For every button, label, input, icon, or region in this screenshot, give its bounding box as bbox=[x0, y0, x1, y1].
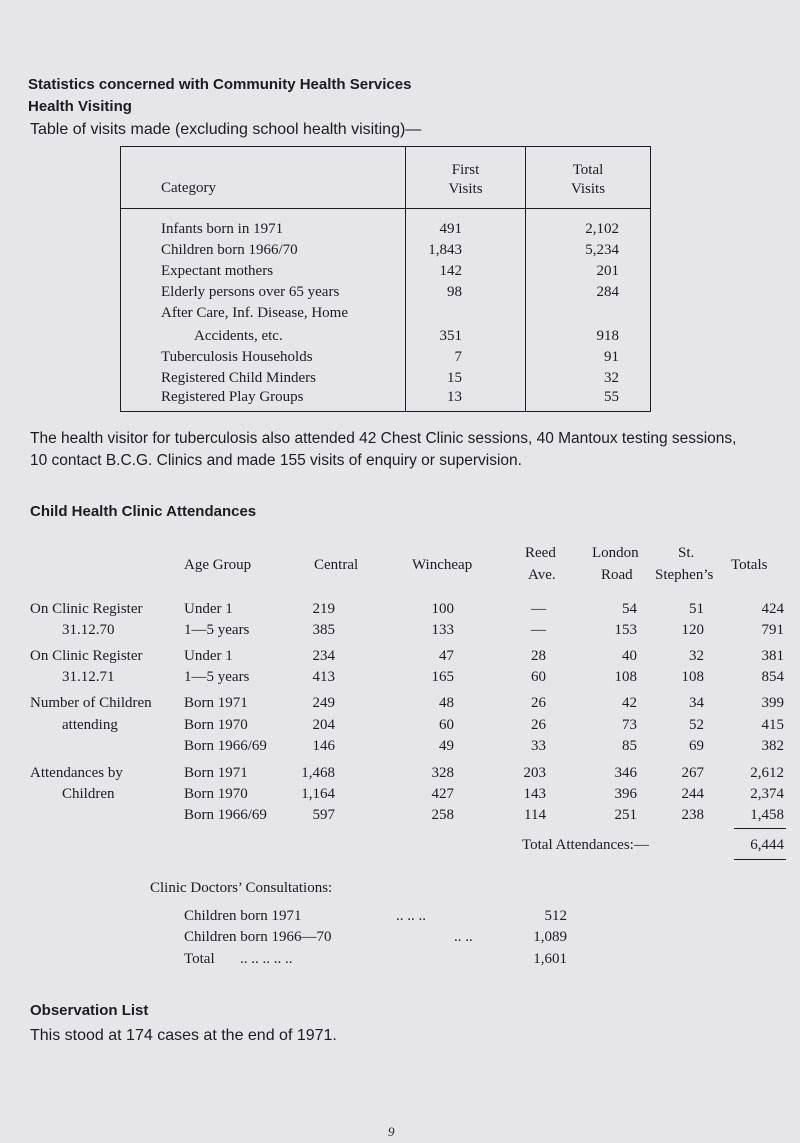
london-cell: 42 bbox=[622, 695, 637, 711]
table-row bbox=[121, 370, 650, 390]
first-visits-cell: 15 bbox=[447, 370, 462, 386]
age-cell: Born 1966/69 bbox=[184, 738, 267, 754]
consultations-heading: Clinic Doctors’ Consultations: bbox=[150, 880, 333, 896]
total-rule-bottom bbox=[734, 859, 786, 860]
header-total-visits bbox=[526, 161, 650, 199]
observation-text: This stood at 174 cases at the end of 1971. bbox=[30, 1027, 337, 1044]
wincheap-cell: 165 bbox=[431, 669, 454, 685]
total-cell: 2,374 bbox=[750, 786, 784, 802]
category-cell: Elderly persons over 65 years bbox=[161, 284, 340, 300]
consult-value: 1,089 bbox=[533, 929, 567, 945]
tb-note-line2: 10 contact B.C.G. Clinics and made 155 visits of enquiry or supervision. bbox=[30, 452, 522, 469]
category-cell: Registered Play Groups bbox=[161, 389, 304, 405]
wincheap-cell: 427 bbox=[431, 786, 454, 802]
table-row bbox=[121, 242, 650, 262]
row-label: On Clinic Register bbox=[30, 648, 143, 664]
london-cell: 108 bbox=[614, 669, 637, 685]
total-cell: 399 bbox=[761, 695, 784, 711]
header-totals: Totals bbox=[731, 557, 768, 573]
reed-cell: 203 bbox=[523, 765, 546, 781]
header-london: London bbox=[592, 545, 639, 561]
first-visits-cell: 1,843 bbox=[428, 242, 462, 258]
london-cell: 73 bbox=[622, 717, 637, 733]
reed-cell: 114 bbox=[524, 807, 546, 823]
total-cell: 854 bbox=[761, 669, 784, 685]
wincheap-cell: 328 bbox=[431, 765, 454, 781]
reed-cell: 143 bbox=[523, 786, 546, 802]
consult-label: Children born 1966—70 bbox=[184, 929, 332, 945]
reed-cell: 28 bbox=[531, 648, 546, 664]
total-visits-cell: 284 bbox=[596, 284, 619, 300]
header-first-line1: First bbox=[451, 162, 480, 178]
wincheap-cell: 100 bbox=[431, 601, 454, 617]
total-cell: 415 bbox=[761, 717, 784, 733]
st-cell: 120 bbox=[681, 622, 704, 638]
header-central: Central bbox=[314, 557, 359, 573]
central-cell: 1,164 bbox=[301, 786, 335, 802]
london-cell: 346 bbox=[614, 765, 637, 781]
wincheap-cell: 60 bbox=[439, 717, 454, 733]
row-label: On Clinic Register bbox=[30, 601, 143, 617]
header-category: Category bbox=[161, 180, 216, 196]
category-cell: Accidents, etc. bbox=[194, 328, 283, 344]
row-label: 31.12.71 bbox=[62, 669, 115, 685]
total-visits-cell: 32 bbox=[604, 370, 619, 386]
london-cell: 85 bbox=[622, 738, 637, 754]
age-cell: 1—5 years bbox=[184, 622, 250, 638]
table-row bbox=[121, 284, 650, 304]
total-cell: 2,612 bbox=[750, 765, 784, 781]
first-visits-cell: 142 bbox=[439, 263, 462, 279]
category-cell: Expectant mothers bbox=[161, 263, 274, 279]
table-row bbox=[121, 305, 650, 325]
total-visits-cell: 91 bbox=[604, 349, 619, 365]
row-label: Attendances by bbox=[30, 765, 123, 781]
age-cell: Born 1966/69 bbox=[184, 807, 267, 823]
first-visits-cell: 351 bbox=[439, 328, 462, 344]
age-cell: Under 1 bbox=[184, 601, 233, 617]
row-label: 31.12.70 bbox=[62, 622, 115, 638]
first-visits-cell: 491 bbox=[439, 221, 462, 237]
london-cell: 153 bbox=[614, 622, 637, 638]
consult-value: 512 bbox=[544, 908, 567, 924]
st-cell: 69 bbox=[689, 738, 704, 754]
leader-dots: .. .. .. bbox=[396, 908, 426, 924]
wincheap-cell: 49 bbox=[439, 738, 454, 754]
st-cell: 51 bbox=[689, 601, 704, 617]
consult-label: Children born 1971 bbox=[184, 908, 302, 924]
header-st-stephens: Stephen’s bbox=[655, 567, 714, 583]
st-cell: 244 bbox=[681, 786, 704, 802]
header-reed: Reed bbox=[525, 545, 556, 561]
category-cell: Children born 1966/70 bbox=[161, 242, 298, 258]
observation-heading: Observation List bbox=[30, 1002, 149, 1019]
london-cell: 40 bbox=[622, 648, 637, 664]
category-cell: Tuberculosis Households bbox=[161, 349, 313, 365]
age-cell: Born 1971 bbox=[184, 695, 248, 711]
wincheap-cell: 133 bbox=[431, 622, 454, 638]
leader-dots: .. .. .. .. .. bbox=[240, 951, 293, 967]
reed-cell: — bbox=[531, 601, 546, 617]
age-cell: 1—5 years bbox=[184, 669, 250, 685]
wincheap-cell: 47 bbox=[439, 648, 454, 664]
total-cell: 791 bbox=[761, 622, 784, 638]
header-wincheap: Wincheap bbox=[412, 557, 473, 573]
header-divider bbox=[121, 208, 650, 209]
reed-cell: 26 bbox=[531, 695, 546, 711]
category-cell: Infants born in 1971 bbox=[161, 221, 284, 237]
reed-cell: — bbox=[531, 622, 546, 638]
st-cell: 238 bbox=[681, 807, 704, 823]
first-visits-cell: 7 bbox=[454, 349, 462, 365]
total-visits-cell: 55 bbox=[604, 389, 619, 405]
row-label: Number of Children bbox=[30, 695, 152, 711]
table-intro: Table of visits made (excluding school health visiting)— bbox=[30, 121, 422, 138]
wincheap-cell: 48 bbox=[439, 695, 454, 711]
age-cell: Under 1 bbox=[184, 648, 233, 664]
total-cell: 381 bbox=[761, 648, 784, 664]
central-cell: 234 bbox=[312, 648, 335, 664]
total-rule-top bbox=[734, 828, 786, 829]
age-cell: Born 1971 bbox=[184, 765, 248, 781]
header-total-line1: Total bbox=[572, 162, 604, 178]
header-age-group: Age Group bbox=[184, 557, 252, 573]
london-cell: 396 bbox=[614, 786, 637, 802]
category-cell: Registered Child Minders bbox=[161, 370, 316, 386]
header-first-line2: Visits bbox=[448, 181, 483, 197]
visits-table bbox=[120, 146, 651, 412]
table-row bbox=[121, 328, 650, 348]
first-visits-cell: 98 bbox=[447, 284, 462, 300]
header-london-road: Road bbox=[601, 567, 633, 583]
header-total-line2: Visits bbox=[570, 181, 606, 197]
central-cell: 597 bbox=[312, 807, 335, 823]
section-title: Statistics concerned with Community Health Services bbox=[28, 76, 412, 93]
total-cell: 1,458 bbox=[750, 807, 784, 823]
st-cell: 32 bbox=[689, 648, 704, 664]
age-cell: Born 1970 bbox=[184, 717, 248, 733]
st-cell: 267 bbox=[681, 765, 704, 781]
tb-note-line1: The health visitor for tuberculosis also attended 42 Chest Clinic sessions, 40 Mantoux testing sessions, bbox=[30, 430, 737, 447]
table-row bbox=[121, 221, 650, 241]
st-cell: 34 bbox=[689, 695, 704, 711]
category-cell: After Care, Inf. Disease, Home bbox=[161, 305, 349, 321]
central-cell: 249 bbox=[312, 695, 335, 711]
row-label: Children bbox=[62, 786, 115, 802]
central-cell: 385 bbox=[312, 622, 335, 638]
table-row bbox=[121, 263, 650, 283]
table-row bbox=[121, 349, 650, 369]
total-attendances-value: 6,444 bbox=[750, 837, 784, 853]
row-label: attending bbox=[62, 717, 118, 733]
total-visits-cell: 2,102 bbox=[585, 221, 619, 237]
central-cell: 219 bbox=[312, 601, 335, 617]
central-cell: 1,468 bbox=[301, 765, 335, 781]
total-visits-cell: 918 bbox=[596, 328, 619, 344]
st-cell: 108 bbox=[681, 669, 704, 685]
central-cell: 413 bbox=[312, 669, 335, 685]
wincheap-cell: 258 bbox=[431, 807, 454, 823]
total-cell: 424 bbox=[761, 601, 784, 617]
clinic-heading: Child Health Clinic Attendances bbox=[30, 503, 257, 520]
age-cell: Born 1970 bbox=[184, 786, 248, 802]
total-visits-cell: 5,234 bbox=[585, 242, 619, 258]
consult-value: 1,601 bbox=[533, 951, 567, 967]
reed-cell: 33 bbox=[531, 738, 546, 754]
header-reed-ave: Ave. bbox=[528, 567, 556, 583]
reed-cell: 60 bbox=[531, 669, 546, 685]
consult-label: Total bbox=[184, 951, 215, 967]
central-cell: 204 bbox=[312, 717, 335, 733]
subsection-title: Health Visiting bbox=[28, 98, 132, 115]
st-cell: 52 bbox=[689, 717, 704, 733]
header-st: St. bbox=[678, 545, 695, 561]
london-cell: 251 bbox=[614, 807, 637, 823]
central-cell: 146 bbox=[312, 738, 335, 754]
total-cell: 382 bbox=[761, 738, 784, 754]
leader-dots: .. .. bbox=[454, 929, 473, 945]
total-visits-cell: 201 bbox=[596, 263, 619, 279]
reed-cell: 26 bbox=[531, 717, 546, 733]
page-number: 9 bbox=[388, 1124, 395, 1139]
header-first-visits bbox=[406, 161, 525, 199]
table-row bbox=[121, 389, 650, 409]
london-cell: 54 bbox=[622, 601, 637, 617]
first-visits-cell: 13 bbox=[447, 389, 462, 405]
total-attendances-label: Total Attendances:— bbox=[522, 837, 649, 853]
